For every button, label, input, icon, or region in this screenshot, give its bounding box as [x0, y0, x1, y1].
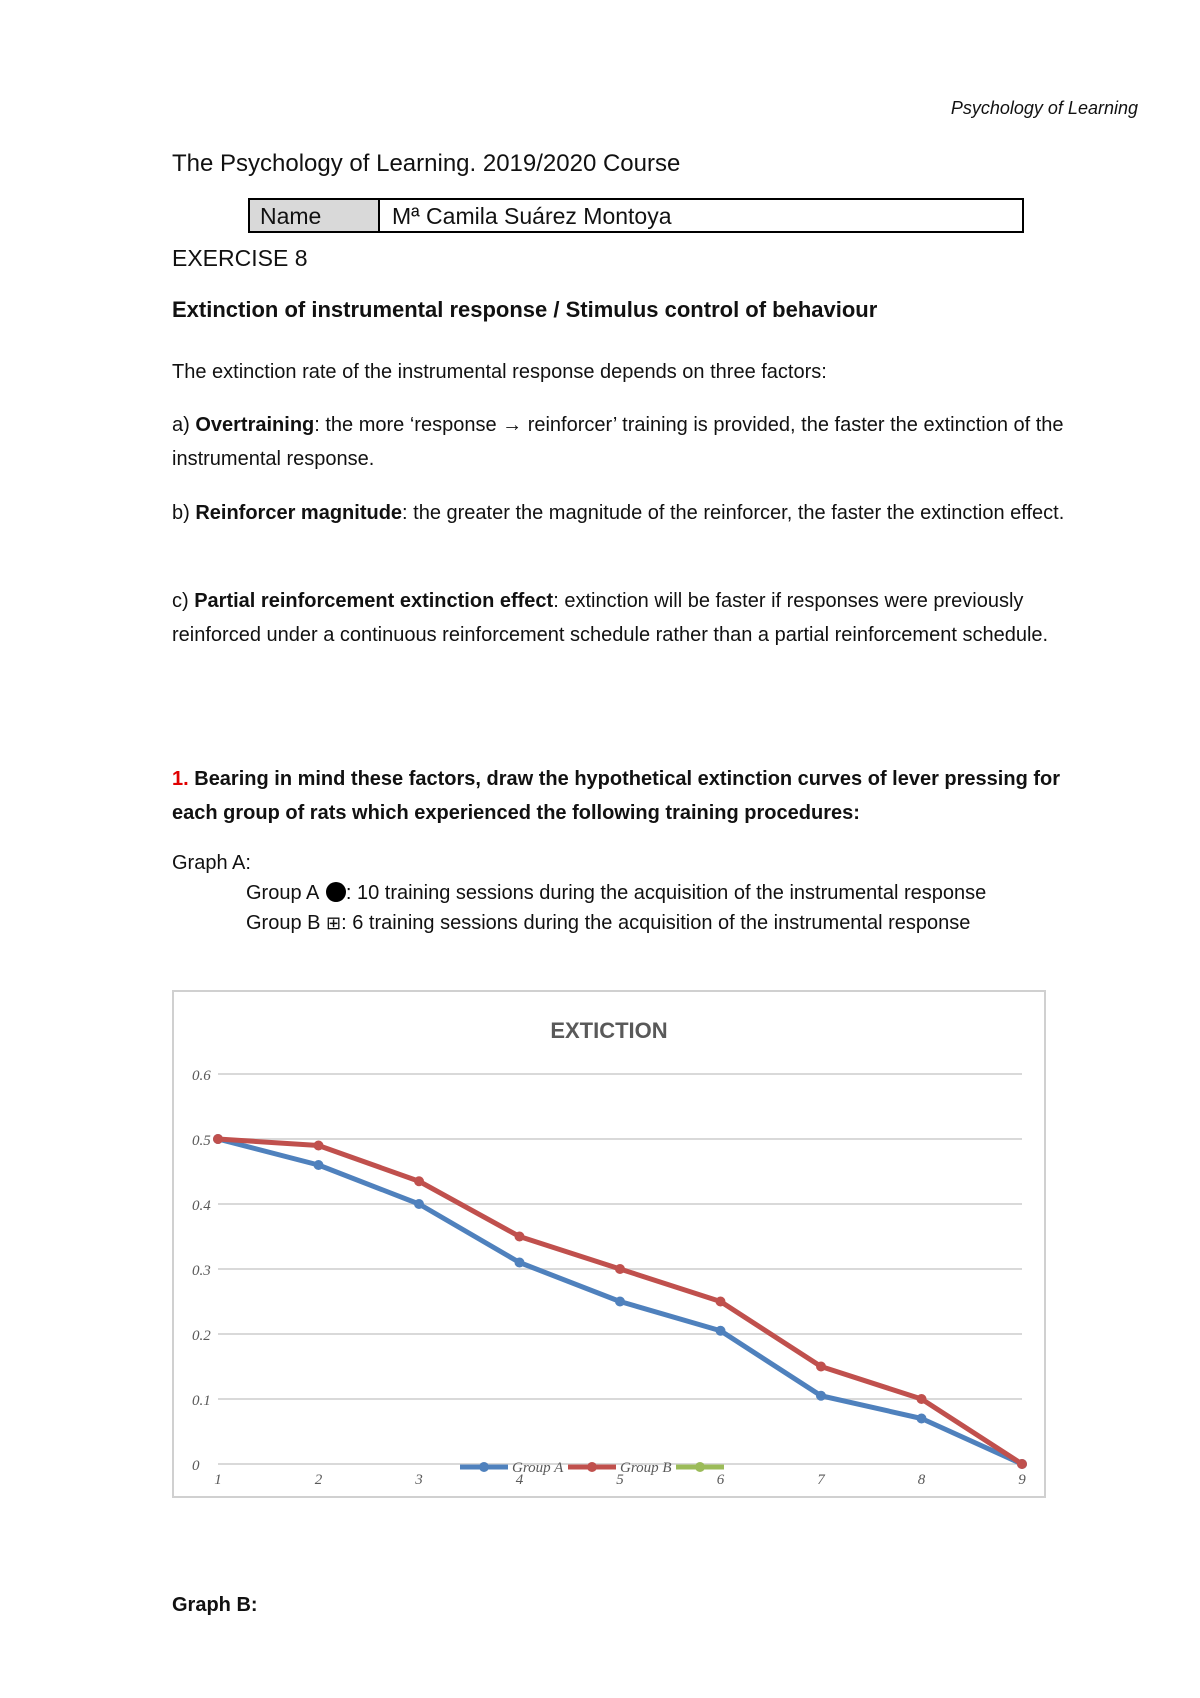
legend-marker-3 — [695, 1462, 705, 1472]
x-tick-label: 8 — [917, 1472, 926, 1488]
y-tick-label: 0.4 — [192, 1198, 211, 1214]
factor-c — [172, 584, 1092, 652]
data-point — [1017, 1459, 1027, 1469]
x-tick-label: 9 — [1018, 1472, 1026, 1488]
data-point — [917, 1394, 927, 1404]
x-tick-label: 6 — [716, 1472, 725, 1488]
data-point — [816, 1391, 826, 1401]
factor-prefix: c) — [172, 590, 195, 612]
data-point — [414, 1176, 424, 1186]
graph-b-label: Graph B: — [172, 1594, 258, 1616]
data-point — [716, 1297, 726, 1307]
course-title: The Psychology of Learning. 2019/2020 Course — [172, 150, 681, 177]
legend-marker-1 — [479, 1462, 489, 1472]
x-tick-label: 5 — [616, 1472, 624, 1488]
question-number: 1. — [172, 768, 189, 790]
section-heading: Extinction of instrumental response / Stimulus control of behaviour — [172, 297, 878, 322]
chart-svg — [174, 992, 1044, 1496]
legend-label-1: Group A — [512, 1460, 564, 1476]
question-1 — [172, 762, 1102, 830]
factor-term: Partial reinforcement extinction effect — [194, 590, 554, 612]
legend-label-2: Group B — [620, 1460, 672, 1476]
extinction-chart — [172, 990, 1046, 1498]
y-tick-label: 0.1 — [192, 1393, 211, 1409]
factor-text: : the greater the magnitude of the reinforcer, the faster the extinction effect. — [402, 502, 1065, 524]
x-tick-label: 2 — [314, 1472, 323, 1488]
group-a-desc: : 10 training sessions during the acquisition of the instrumental response — [345, 882, 987, 904]
data-point — [515, 1232, 525, 1242]
data-point — [314, 1160, 324, 1170]
y-tick-label: 0.5 — [192, 1133, 211, 1149]
x-tick-label: 3 — [415, 1472, 423, 1488]
factor-term: Reinforcer magnitude — [195, 502, 403, 524]
factor-prefix: a) — [172, 414, 196, 436]
data-point — [615, 1297, 625, 1307]
legend-marker-2 — [587, 1462, 597, 1472]
y-tick-label: 0.6 — [192, 1068, 211, 1084]
data-point — [213, 1134, 223, 1144]
group-b-name: Group B — [246, 912, 327, 934]
x-tick-label: 1 — [214, 1472, 222, 1488]
x-tick-label: 4 — [515, 1472, 524, 1488]
x-tick-label: 7 — [817, 1472, 825, 1488]
name-table — [248, 198, 1024, 233]
data-point — [515, 1258, 525, 1268]
graph-a-label: Graph A: — [172, 852, 251, 874]
data-point — [816, 1362, 826, 1372]
factor-text: : extinction will be faster if responses were previously reinforced under a continuous reinforcement schedule rather than a partial reinforcement schedule. — [172, 590, 1049, 646]
y-tick-label: 0.2 — [192, 1328, 211, 1344]
group-b-line — [246, 912, 970, 935]
intro-paragraph: The extinction rate of the instrumental response depends on three factors: — [172, 361, 827, 383]
running-header: Psychology of Learning — [950, 98, 1138, 118]
data-point — [917, 1414, 927, 1424]
factor-term: Overtraining — [195, 414, 315, 436]
factor-a — [172, 408, 1092, 476]
data-point — [414, 1199, 424, 1209]
group-a-line — [246, 882, 986, 905]
squared-plus-icon: ⊞ — [326, 913, 342, 933]
question-text: Bearing in mind these factors, draw the hypothetical extinction curves of lever pressing for each group of rats which experienced the following training procedures: — [172, 768, 1061, 824]
group-b-desc: : 6 training sessions during the acquisition of the instrumental response — [341, 912, 971, 934]
factor-b — [172, 496, 1092, 530]
factor-prefix: b) — [172, 502, 196, 524]
data-point — [716, 1326, 726, 1336]
exercise-label: EXERCISE 8 — [172, 245, 308, 271]
filled-circle-icon — [326, 882, 346, 902]
y-tick-label: 0.3 — [192, 1263, 211, 1279]
chart-title: EXTICTION — [550, 1018, 668, 1043]
factor-text: : the more ‘response → reinforcer’ training is provided, the faster the extinction of the instrumental response. — [172, 414, 1064, 470]
y-tick-label: 0 — [192, 1458, 200, 1474]
group-a-name: Group A — [246, 882, 324, 904]
name-value[interactable]: Mª Camila Suárez Montoya — [392, 203, 672, 229]
data-point — [615, 1264, 625, 1274]
data-point — [314, 1141, 324, 1151]
name-label: Name — [250, 200, 380, 231]
